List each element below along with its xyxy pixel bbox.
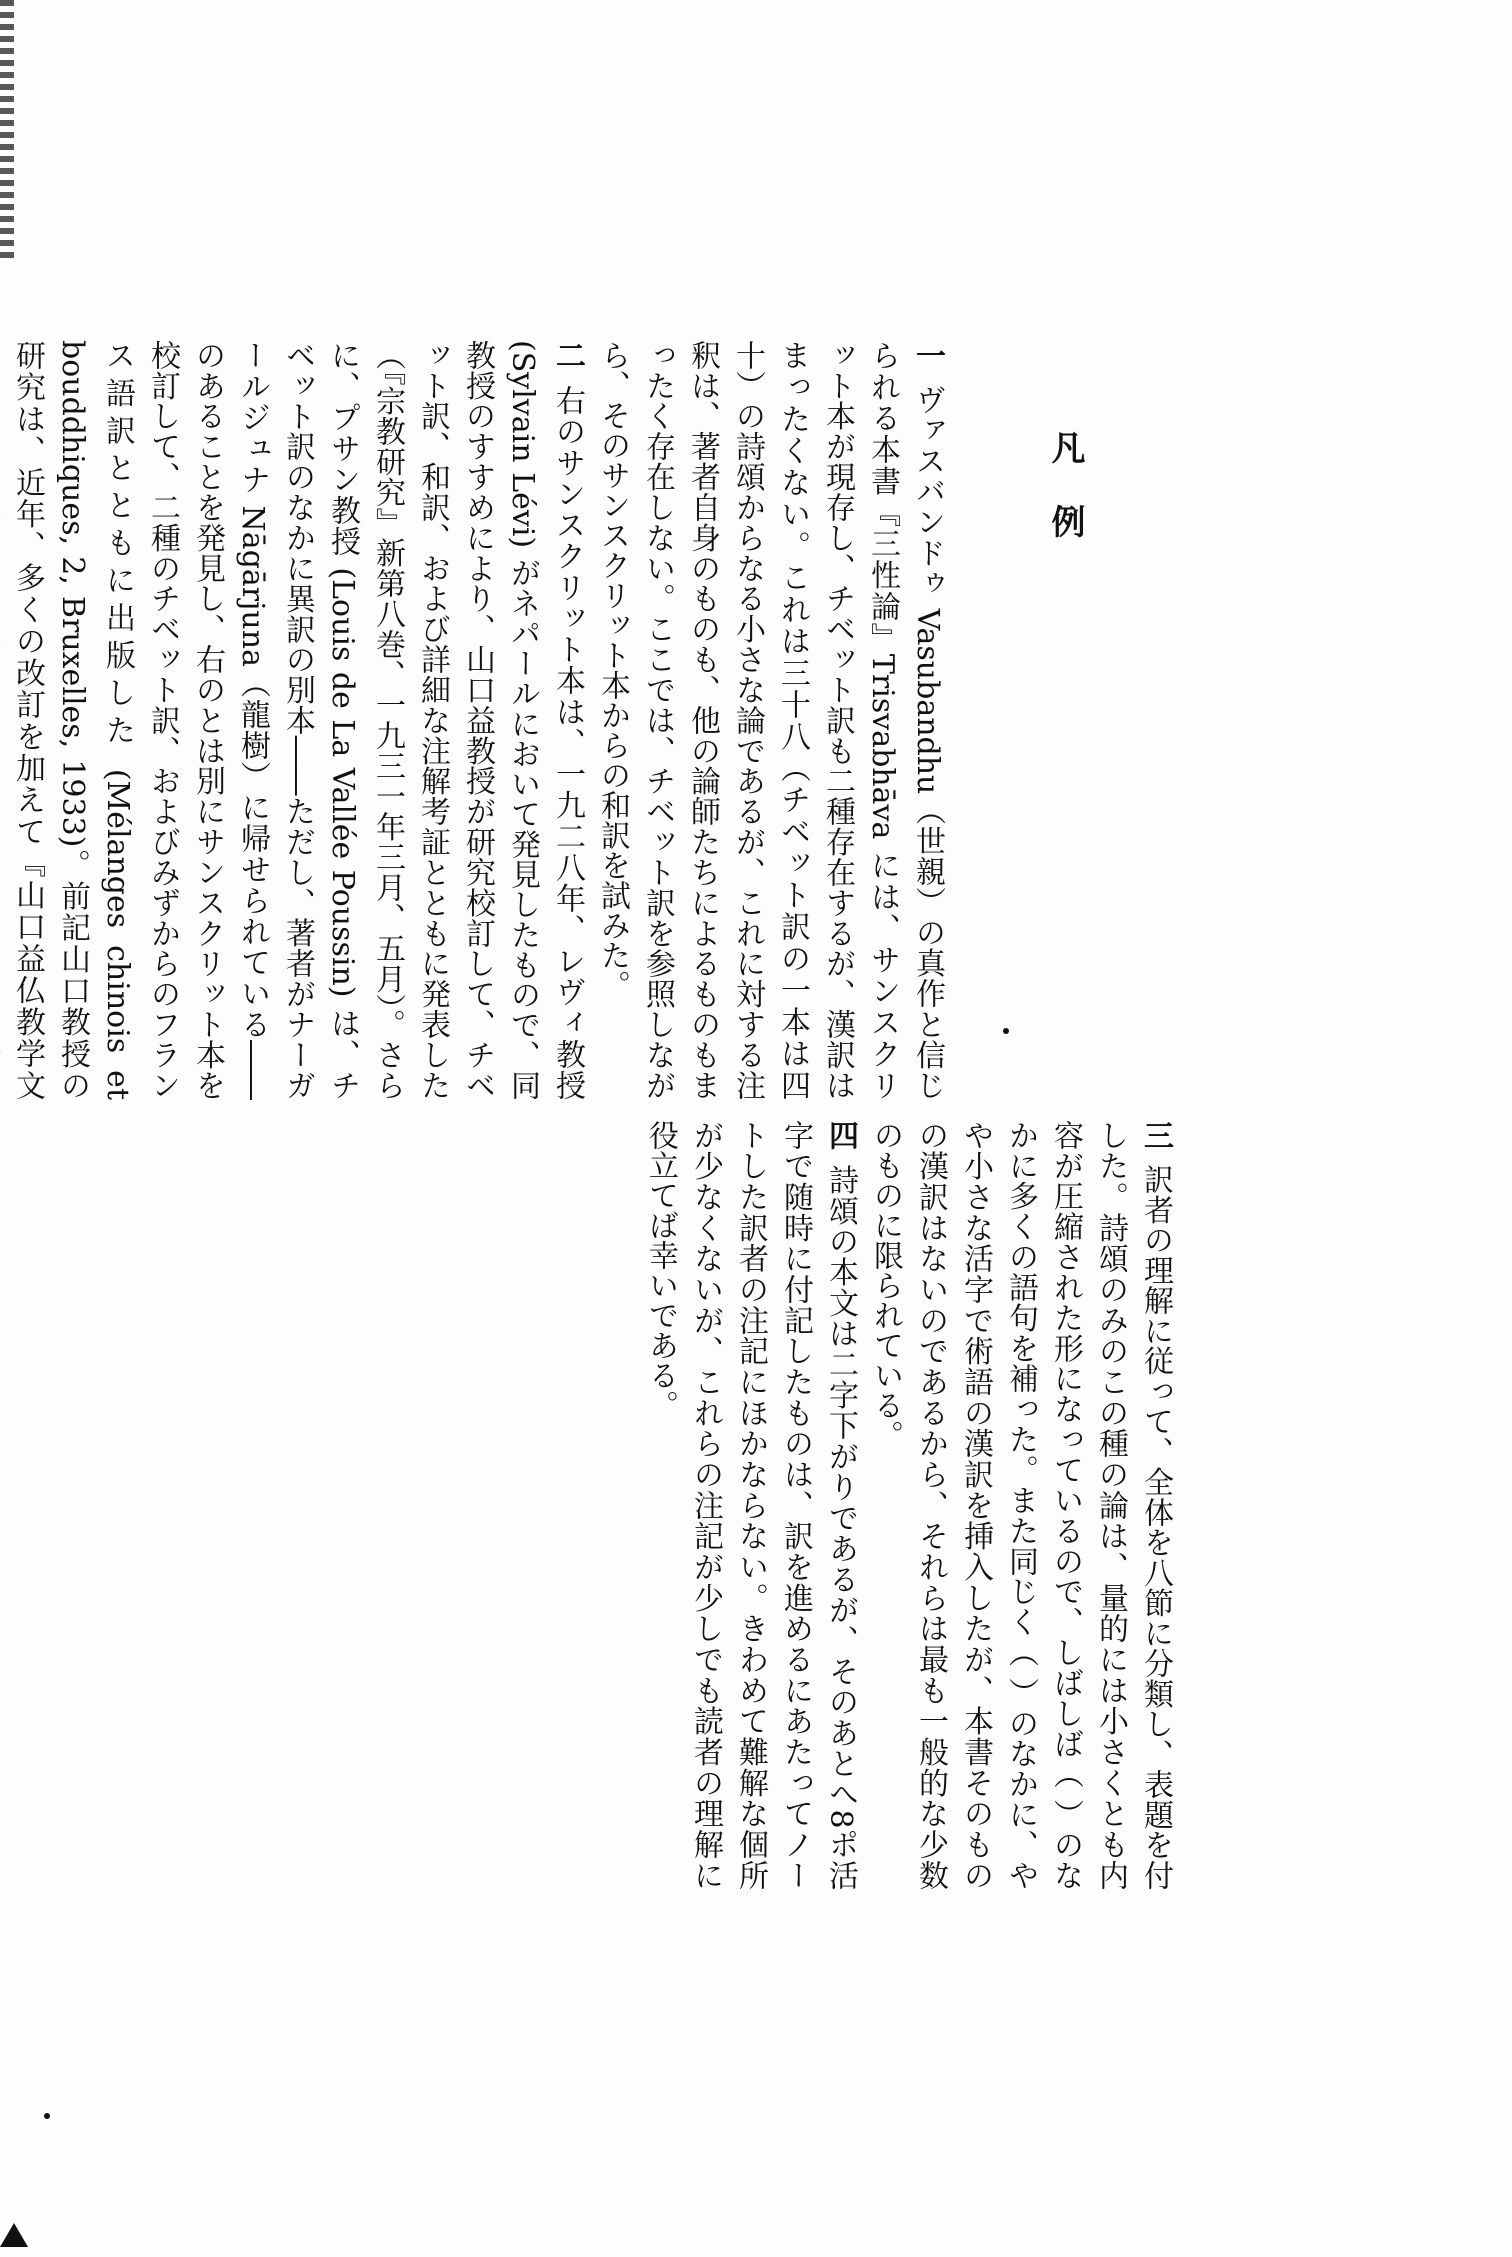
paragraph-number: 一 <box>910 340 945 370</box>
text-block-lower <box>458 1120 1178 1890</box>
paragraph-number: 三 <box>1138 1120 1173 1150</box>
scan-dot <box>44 2113 50 2119</box>
paragraph-3 <box>863 1120 1178 1890</box>
page-title: 凡例 <box>1045 430 1085 578</box>
paragraph-text: 訳者の理解に従って、全体を八節に分類し、表題を付した。詩頌のみのこの種の論は、量的には小さくとも内容が圧縮された形になっているので、しばしば（ ）のなかに多くの語句を補った。また同じく（ ）のなかに、やや小さな活字で術語の漢訳を挿入したが、本書そのものの漢訳はないのであるから、それらは最も一般的な少数のものに限られている。 <box>868 1120 1173 1890</box>
paragraph-text: ヴァスバンドゥ Vasubandhu（世親）の真作と信じられる本書『三性論』Trisvabhāva には、サンスクリット本が現存し、チベット訳も二種存在するが、漢訳はまったくない。これは三十八（チベット訳の一本は四十）の詩頌からなる小さな論であるが、これに対する注釈は、著者自身のものも、他の論師たちによるものもまったく存在しない。ここでは、チベット訳を参照しながら、そのサンスクリット本からの和訳を試みた。 <box>595 340 945 1101</box>
paragraph-2 <box>0 340 590 1100</box>
paragraph-number: 二 <box>550 340 585 370</box>
paragraph-4 <box>638 1120 863 1890</box>
corner-triangle-icon <box>0 2223 28 2247</box>
text-block-upper <box>10 340 950 1101</box>
paragraph-text: 詩頌の本文は二字下がりであるが、そのあとへ8ポ活字で随時に付記したものは、訳を進めるにあたってノートした訳者の注記にほかならない。きわめて難解な個所が少なくないが、これらの注記が少しでも読者の理解に役立てば幸いである。 <box>643 1120 858 1890</box>
scan-edge-marks <box>0 0 14 260</box>
paragraph-text: 右のサンスクリット本は、一九二八年、レヴィ教授 (Sylvain Lévi) がネパールにおいて発見したもので、同教授のすすめにより、山口益教授が研究校訂して、チベット訳、和訳、および詳細な注解考証とともに発表した（『宗教研究』新第八巻、一九三一年三月、五月）。さらに、プサン教授 (Louis de La Vallée Poussin) は、チベット訳のなかに異訳の別本――ただし、著者がナーガールジュナ Nāgārjuna（龍樹）に帰せられている――のあることを発見し、右のとは別にサンスクリット本を校訂して、二種のチベット訳、およびみずからのフランス語訳とともに出版した (Mélanges chinois et bouddhiques, 2, Bruxelles, 1933)。前記山口教授の研究は、近年、多くの改訂を加えて『山口益仏教学文 <box>10 340 585 1101</box>
paragraph-number: 四 <box>823 1120 858 1150</box>
scan-dot <box>1003 1028 1009 1034</box>
paragraph-1 <box>590 340 950 1100</box>
